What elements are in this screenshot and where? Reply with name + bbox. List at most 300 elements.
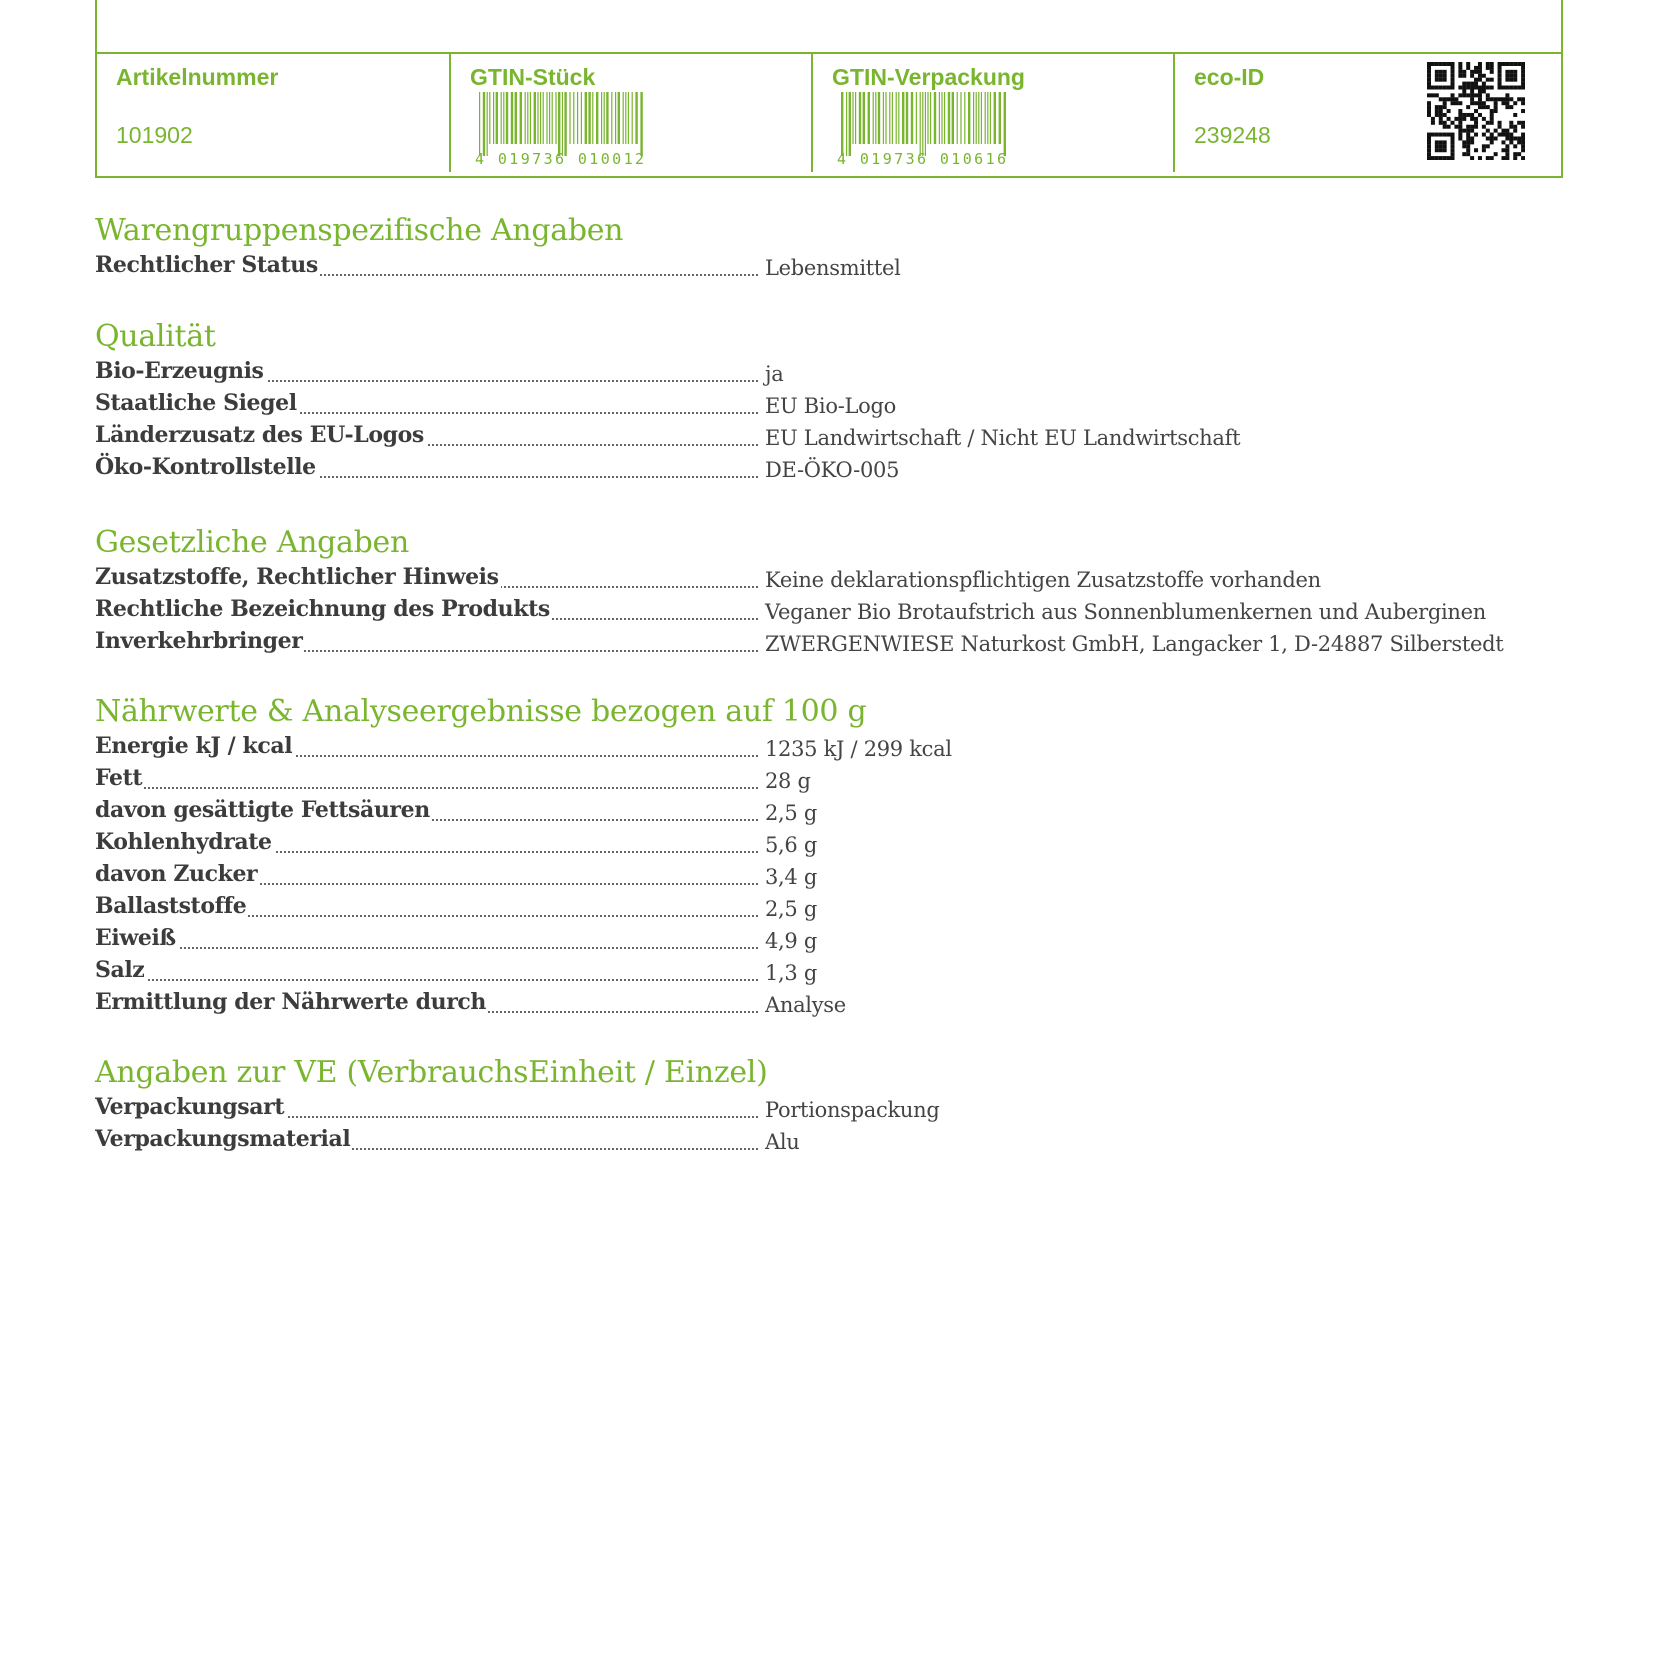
attribute-row: [95, 955, 1515, 987]
qr-module: [1439, 144, 1443, 148]
qr-module: [1521, 62, 1525, 66]
qr-module: [1501, 133, 1505, 137]
qr-module: [1458, 86, 1462, 90]
barcode-bar: [875, 92, 876, 144]
qr-module: [1431, 133, 1435, 137]
barcode-bar: [868, 92, 870, 144]
qr-module: [1443, 140, 1447, 144]
qr-module: [1458, 70, 1462, 74]
qr-module: [1513, 78, 1517, 82]
barcode-bar: [581, 92, 582, 144]
qr-module: [1494, 136, 1498, 140]
qr-module: [1490, 136, 1494, 140]
barcode-bar: [849, 92, 851, 156]
qr-module: [1435, 62, 1439, 66]
qr-module: [1509, 136, 1513, 140]
qr-module: [1454, 125, 1458, 129]
qr-module: [1451, 62, 1455, 66]
barcode-bar: [549, 92, 550, 144]
qr-module: [1470, 82, 1474, 86]
qr-module: [1458, 136, 1462, 140]
qr-module: [1490, 86, 1494, 90]
qr-module: [1513, 156, 1517, 160]
qr-module: [1435, 113, 1439, 117]
qr-module: [1443, 156, 1447, 160]
qr-module: [1431, 93, 1435, 97]
qr-module: [1509, 86, 1513, 90]
qr-module: [1470, 125, 1474, 129]
qr-module: [1435, 156, 1439, 160]
qr-module: [1458, 62, 1462, 66]
qr-module: [1427, 156, 1431, 160]
qr-module: [1482, 101, 1486, 105]
qr-module: [1521, 101, 1525, 105]
qr-module: [1474, 125, 1478, 129]
qr-module: [1513, 129, 1517, 133]
qr-module: [1443, 113, 1447, 117]
attribute-label: Eiweiß: [95, 925, 176, 951]
qr-module: [1435, 133, 1439, 137]
qr-module: [1505, 148, 1509, 152]
qr-module: [1427, 133, 1431, 137]
qr-module: [1505, 70, 1509, 74]
qr-module: [1462, 144, 1466, 148]
dotted-leader: [95, 787, 758, 789]
qr-module: [1435, 86, 1439, 90]
attribute-value: 2,5 g: [765, 801, 818, 825]
barcode-bar: [496, 92, 498, 144]
qr-module: [1427, 86, 1431, 90]
barcode-bar: [520, 92, 522, 144]
qr-module: [1431, 156, 1435, 160]
qr-module: [1490, 121, 1494, 125]
qr-module: [1490, 78, 1494, 82]
qr-module: [1427, 62, 1431, 66]
barcode-bar: [906, 92, 908, 144]
barcode-bar: [511, 92, 513, 144]
dotted-leader: [95, 947, 758, 949]
barcode-bar: [552, 92, 553, 144]
qr-module: [1439, 113, 1443, 117]
barcode-bar: [525, 92, 526, 144]
qr-module: [1427, 148, 1431, 152]
attribute-label: Fett: [95, 765, 143, 791]
qr-module: [1521, 140, 1525, 144]
barcode-bar: [596, 92, 598, 144]
qr-module: [1439, 70, 1443, 74]
qr-module: [1427, 93, 1431, 97]
qr-module: [1521, 97, 1525, 101]
qr-module: [1490, 97, 1494, 101]
qr-module: [1505, 101, 1509, 105]
qr-module: [1486, 97, 1490, 101]
qr-module: [1470, 74, 1474, 78]
qr-module: [1462, 129, 1466, 133]
barcode-bar: [892, 92, 893, 144]
qr-module: [1443, 78, 1447, 82]
qr-module: [1439, 109, 1443, 113]
attribute-value: 4,9 g: [765, 929, 818, 953]
qr-module: [1462, 74, 1466, 78]
attribute-row: [95, 891, 1515, 923]
qr-module: [1451, 133, 1455, 137]
qr-module: [1462, 89, 1466, 93]
barcode-bar: [588, 92, 590, 144]
barcode-bar: [555, 92, 556, 144]
barcode-bar: [506, 92, 508, 144]
qr-module: [1435, 78, 1439, 82]
qr-module: [1462, 82, 1466, 86]
qr-module: [1509, 97, 1513, 101]
qr-module: [1509, 133, 1513, 137]
qr-module: [1498, 78, 1502, 82]
gtin-piece-label: GTIN-Stück: [470, 64, 596, 90]
barcode-bar: [968, 92, 970, 144]
qr-module: [1505, 152, 1509, 156]
section-title: Angaben zur VE (VerbrauchsEinheit / Einzel): [95, 1055, 768, 1090]
qr-module: [1427, 144, 1431, 148]
qr-module: [1466, 105, 1470, 109]
qr-module: [1501, 156, 1505, 160]
qr-module: [1470, 89, 1474, 93]
qr-module: [1505, 78, 1509, 82]
barcode-bar: [601, 92, 602, 144]
qr-module: [1466, 129, 1470, 133]
gtin-piece-barcode: [475, 92, 655, 168]
qr-module: [1427, 140, 1431, 144]
qr-module: [1482, 89, 1486, 93]
qr-module: [1466, 82, 1470, 86]
qr-module: [1439, 121, 1443, 125]
barcode-bar: [941, 92, 942, 144]
qr-module: [1521, 156, 1525, 160]
section-title: Qualität: [95, 319, 216, 354]
barcode-bar: [873, 92, 874, 144]
qr-module: [1490, 62, 1494, 66]
qr-module: [1474, 148, 1478, 152]
qr-module: [1470, 129, 1474, 133]
barcode-bar: [987, 92, 988, 144]
qr-module: [1478, 74, 1482, 78]
qr-module: [1482, 74, 1486, 78]
barcode-bar: [1004, 92, 1006, 156]
attribute-label: Bio-Erzeugnis: [95, 358, 264, 384]
qr-module: [1443, 121, 1447, 125]
qr-module: [1466, 133, 1470, 137]
qr-module: [1498, 121, 1502, 125]
qr-module: [1474, 117, 1478, 121]
attribute-row: [95, 1092, 1515, 1124]
qr-module: [1454, 97, 1458, 101]
qr-module: [1494, 109, 1498, 113]
qr-module: [1509, 105, 1513, 109]
qr-module: [1505, 133, 1509, 137]
attribute-row: [95, 562, 1515, 594]
barcode-bar: [859, 92, 861, 144]
qr-module: [1478, 93, 1482, 97]
qr-module: [1509, 74, 1513, 78]
qr-module: [1501, 140, 1505, 144]
qr-module: [1521, 136, 1525, 140]
barcode-bar: [501, 92, 502, 144]
section-title: Gesetzliche Angaben: [95, 525, 409, 560]
barcode-bar: [534, 92, 536, 144]
barcode-bar: [948, 92, 950, 144]
qr-module: [1454, 101, 1458, 105]
barcode-bar: [483, 92, 485, 156]
qr-module: [1505, 86, 1509, 90]
attribute-row: [95, 923, 1515, 955]
attribute-row: [95, 1124, 1515, 1156]
qr-module: [1474, 78, 1478, 82]
barcode-bar: [994, 92, 996, 144]
qr-module: [1498, 70, 1502, 74]
barcode-bar: [964, 92, 965, 144]
qr-module: [1451, 97, 1455, 101]
qr-module: [1443, 62, 1447, 66]
qr-module: [1462, 117, 1466, 121]
qr-module: [1482, 82, 1486, 86]
attribute-value: Portionspackung: [765, 1098, 940, 1122]
qr-module: [1443, 101, 1447, 105]
qr-module: [1435, 148, 1439, 152]
qr-module: [1494, 129, 1498, 133]
qr-module: [1478, 97, 1482, 101]
qr-module: [1462, 70, 1466, 74]
attribute-row: [95, 795, 1515, 827]
qr-module: [1478, 156, 1482, 160]
barcode-bar: [546, 92, 547, 144]
qr-module: [1474, 93, 1478, 97]
barcode-bar: [878, 92, 880, 144]
attribute-value: Lebensmittel: [765, 256, 901, 280]
barcode-bar: [640, 92, 642, 156]
section-gesetzliche-angaben: [95, 524, 1515, 658]
qr-module: [1439, 156, 1443, 160]
barcode-bar: [911, 92, 913, 144]
qr-module: [1505, 74, 1509, 78]
barcode-bar: [606, 92, 608, 144]
qr-module: [1427, 105, 1431, 109]
qr-module: [1490, 117, 1494, 121]
qr-module: [1451, 93, 1455, 97]
qr-module: [1451, 86, 1455, 90]
attribute-value: 28 g: [765, 769, 811, 793]
qr-module: [1451, 101, 1455, 105]
attribute-label: Zusatzstoffe, Rechtlicher Hinweis: [95, 564, 499, 590]
qr-module: [1498, 133, 1502, 137]
attribute-value: 5,6 g: [765, 833, 818, 857]
attribute-label: Energie kJ / kcal: [95, 733, 293, 759]
qr-module: [1458, 74, 1462, 78]
attribute-value: Analyse: [765, 993, 846, 1017]
qr-module: [1439, 78, 1443, 82]
qr-module: [1505, 144, 1509, 148]
barcode-bar: [564, 92, 566, 156]
qr-module: [1470, 140, 1474, 144]
qr-module: [1509, 121, 1513, 125]
barcode-bar: [934, 92, 936, 144]
attribute-row: [95, 420, 1515, 452]
qr-module: [1470, 86, 1474, 90]
eco-id-label: eco-ID: [1194, 64, 1265, 90]
qr-module: [1427, 136, 1431, 140]
attribute-value: Alu: [765, 1130, 800, 1154]
gtin-piece-barcode-digits: 4 019736 010012: [475, 150, 647, 168]
barcode-bar: [916, 92, 917, 144]
qr-module: [1470, 97, 1474, 101]
qr-module: [1521, 66, 1525, 70]
qr-module: [1462, 113, 1466, 117]
attribute-value: EU Bio-Logo: [765, 394, 896, 418]
barcode-bar: [976, 92, 977, 144]
qr-module: [1427, 113, 1431, 117]
qr-module: [1451, 152, 1455, 156]
qr-module: [1486, 129, 1490, 133]
barcode-bar: [852, 92, 853, 144]
qr-module: [1454, 117, 1458, 121]
attribute-label: Rechtliche Bezeichnung des Produkts: [95, 596, 550, 622]
article-number-cell: [97, 54, 449, 172]
barcode-bar: [623, 92, 624, 144]
qr-module: [1447, 109, 1451, 113]
qr-module: [1439, 74, 1443, 78]
qr-module: [1427, 78, 1431, 82]
qr-module: [1447, 156, 1451, 160]
qr-module: [1505, 136, 1509, 140]
barcode-bar: [540, 92, 541, 144]
qr-module: [1470, 156, 1474, 160]
attribute-row: [95, 388, 1515, 420]
qr-module: [1521, 133, 1525, 137]
qr-module: [1490, 133, 1494, 137]
qr-module: [1494, 101, 1498, 105]
qr-module: [1482, 144, 1486, 148]
qr-module: [1513, 74, 1517, 78]
qr-module: [1474, 70, 1478, 74]
qr-module: [1490, 156, 1494, 160]
qr-module: [1517, 140, 1521, 144]
qr-module: [1431, 121, 1435, 125]
qr-module: [1439, 148, 1443, 152]
barcode-bar: [573, 92, 574, 144]
qr-module: [1462, 93, 1466, 97]
qr-module: [1427, 70, 1431, 74]
qr-module: [1458, 133, 1462, 137]
barcode-bar: [902, 92, 904, 144]
qr-module: [1451, 140, 1455, 144]
qr-module: [1521, 78, 1525, 82]
qr-module: [1470, 70, 1474, 74]
barcode-bar: [487, 92, 488, 156]
qr-module: [1509, 62, 1513, 66]
qr-module: [1427, 109, 1431, 113]
qr-module: [1498, 82, 1502, 86]
barcode-bar: [952, 92, 954, 144]
gtin-package-barcode-bars: [837, 92, 1017, 156]
qr-module: [1439, 97, 1443, 101]
qr-module: [1466, 86, 1470, 90]
qr-module: [1474, 109, 1478, 113]
section-title: Nährwerte & Analyseergebnisse bezogen auf 100 g: [95, 694, 867, 729]
barcode-bar: [927, 92, 928, 144]
qr-module: [1486, 156, 1490, 160]
qr-module: [1509, 70, 1513, 74]
section-naehrwerte: [95, 693, 1515, 1019]
qr-module: [1478, 86, 1482, 90]
qr-module: [1431, 86, 1435, 90]
barcode-bar: [922, 92, 923, 156]
qr-module: [1435, 140, 1439, 144]
qr-module: [1443, 74, 1447, 78]
barcode-bar: [577, 92, 578, 144]
section-verbrauchseinheit: [95, 1054, 1515, 1156]
qr-module: [1513, 152, 1517, 156]
section-title: Warengruppenspezifische Angaben: [95, 213, 624, 248]
qr-code-icon: [1427, 62, 1525, 160]
qr-module: [1513, 101, 1517, 105]
qr-module: [1474, 101, 1478, 105]
qr-module: [1470, 93, 1474, 97]
qr-module: [1498, 74, 1502, 78]
qr-module: [1517, 136, 1521, 140]
barcode-bar: [841, 92, 843, 156]
qr-module: [1474, 82, 1478, 86]
qr-module: [1458, 93, 1462, 97]
dotted-leader: [95, 979, 758, 981]
barcode-bar: [479, 92, 480, 156]
qr-module: [1451, 74, 1455, 78]
qr-module: [1482, 117, 1486, 121]
attribute-value: EU Landwirtschaft / Nicht EU Landwirtschaft: [765, 426, 1241, 450]
qr-module: [1439, 62, 1443, 66]
qr-module: [1443, 86, 1447, 90]
barcode-bar: [530, 92, 531, 144]
qr-module: [1439, 133, 1443, 137]
barcode-bar: [973, 92, 974, 144]
qr-module: [1451, 148, 1455, 152]
qr-module: [1505, 62, 1509, 66]
qr-module: [1443, 105, 1447, 109]
qr-module: [1439, 86, 1443, 90]
qr-module: [1521, 109, 1525, 113]
qr-module: [1447, 133, 1451, 137]
qr-module: [1482, 125, 1486, 129]
qr-module: [1443, 133, 1447, 137]
qr-module: [1443, 125, 1447, 129]
qr-module: [1451, 70, 1455, 74]
qr-module: [1505, 129, 1509, 133]
qr-module: [1478, 70, 1482, 74]
barcode-bar: [632, 92, 633, 144]
qr-module: [1466, 113, 1470, 117]
qr-module: [1458, 109, 1462, 113]
qr-module: [1521, 144, 1525, 148]
qr-module: [1474, 86, 1478, 90]
qr-module: [1494, 152, 1498, 156]
qr-module: [1501, 101, 1505, 105]
qr-module: [1486, 62, 1490, 66]
attribute-label: Verpackungsart: [95, 1094, 285, 1120]
qr-module: [1462, 140, 1466, 144]
gtin-package-barcode-digits: 4 019736 010616: [837, 150, 1009, 168]
attribute-row: [95, 452, 1515, 484]
qr-module: [1474, 121, 1478, 125]
attribute-value: DE-ÖKO-005: [765, 458, 900, 482]
qr-module: [1490, 113, 1494, 117]
qr-module: [1494, 97, 1498, 101]
qr-module: [1447, 97, 1451, 101]
